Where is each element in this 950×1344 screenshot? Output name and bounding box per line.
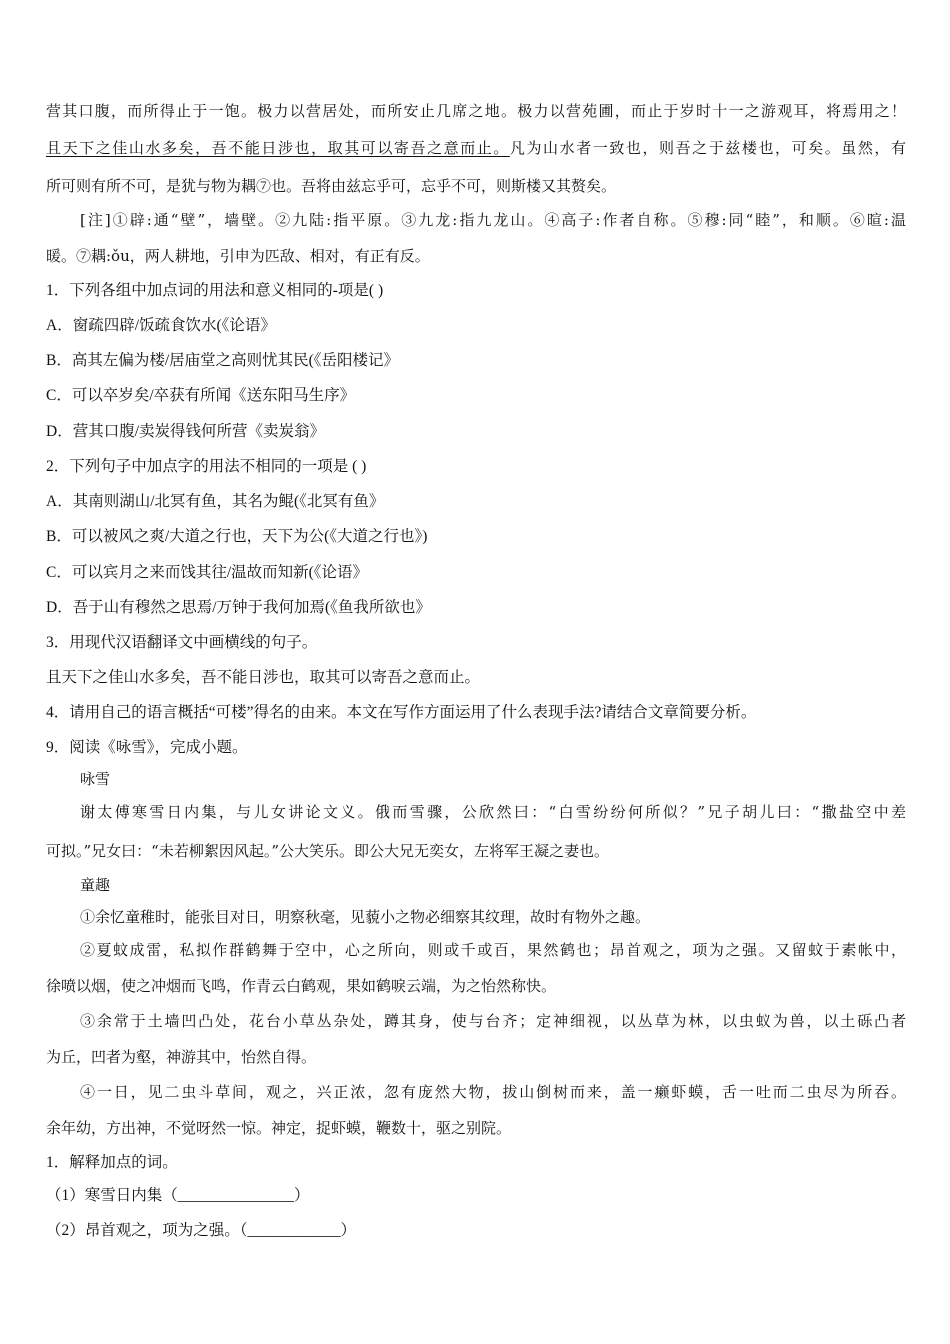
reading-text: ①余忆童稚时，能张目对日，明察秋毫，见藐小之物必细察其纹理，故时有物外之趣。	[80, 908, 651, 926]
question-option: D．吾于山有穆然之思焉/万钟于我何加焉(《鱼我所欲也》	[46, 599, 431, 616]
poem-title: 咏雪	[80, 770, 111, 788]
reading-text: 徐喷以烟，使之冲烟而飞鸣，作青云白鹤观，果如鹤唳云端，为之怡然称快。	[46, 977, 557, 995]
question-stem: 1．下列各组中加点词的用法和意义相同的-项是( )	[46, 282, 384, 299]
underlined-sentence: 且天下之佳山水多矣，吾不能日涉也，取其可以寄吾之意而止。	[46, 139, 510, 157]
reading-text: 余年幼，方出神，不觉呀然一惊。神定，捉虾蟆，鞭数十，驱之别院。	[46, 1119, 512, 1137]
passage-line	[46, 137, 906, 159]
section-heading: 9．阅读《咏雪》，完成小题。	[46, 739, 248, 756]
reading-text: 谢太傅寒雪日内集，与儿女讲论文义。俄而雪骤，公欣然曰：“白雪纷纷何所似？”兄子胡儿曰：“撒盐空中差	[80, 803, 906, 821]
poem-title: 童趣	[80, 876, 111, 894]
reading-text: ③余常于土墙凹凸处，花台小草丛杂处，蹲其身，使与台齐；定神细视，以丛草为林，以虫蚁为兽，以土砾凸者	[80, 1012, 906, 1030]
question-stem: 4．请用自己的语言概括“可楼”得名的由来。本文在写作方面运用了什么表现手法?请结合文章简要分析。	[46, 704, 757, 721]
reading-text: 为丘，凹者为壑，神游其中，怡然自得。	[46, 1048, 317, 1066]
fill-blank-item: （2）昂首观之，项为之强。（____________）	[46, 1222, 357, 1239]
question-stem: 2．下列句子中加点字的用法不相同的一项是 ( )	[46, 458, 367, 475]
passage-line: 营其口腹，而所得止于一饱。极力以营居处，而所安止几席之地。极力以营苑圃，而止于岁时十一之游观耳，将焉用之！	[46, 102, 906, 120]
question-stem: 3．用现代汉语翻译文中画横线的句子。	[46, 634, 318, 651]
question-option: C．可以卒岁矣/卒获有所闻《送东阳马生序》	[46, 387, 356, 404]
question-option: B．可以被风之爽/大道之行也，天下为公(《大道之行也》)	[46, 528, 428, 545]
reading-text: ④一日，见二虫斗草间，观之，兴正浓，忽有庞然大物，拔山倒树而来，盖一癞虾蟆，舌一吐而二虫尽为所吞。	[80, 1083, 906, 1101]
question-option: C．可以宾月之来而饯其往/温故而知新(《论语》	[46, 564, 369, 581]
question-stem: 1．解释加点的词。	[46, 1154, 178, 1171]
question-option: B．高其左偏为楼/居庙堂之高则忧其民(《岳阳楼记》	[46, 352, 400, 369]
question-option: A．窗疏四辟/饭疏食饮水(《论语》	[46, 317, 276, 334]
reading-text: ②夏蚊成雷，私拟作群鹤舞于空中，心之所向，则或千或百，果然鹤也；昂首观之，项为之强。又留蚊于素帐中，	[80, 941, 906, 959]
fill-blank-item: （1）寒雪日内集（_______________）	[46, 1187, 310, 1204]
annotation-note: [注]①辟:通“壁”，墙壁。②九陆:指平原。③九龙:指九龙山。④高子:作者自称。⑤穆:同“睦”，和顺。⑥暄:温	[80, 211, 906, 229]
passage-text: 凡为山水者一致也，则吾之于兹楼也，可矣。虽然，有	[509, 139, 906, 157]
translation-sentence: 且天下之佳山水多矣，吾不能日涉也，取其可以寄吾之意而止。	[46, 669, 481, 686]
annotation-note: 暖。⑦耦:ǒu，两人耕地，引申为匹敌、相对，有正有反。	[46, 247, 430, 265]
passage-line: 所可则有所不可，是犹与物为耦⑦也。吾将由兹忘乎可，忘乎不可，则斯楼又其赘矣。	[46, 177, 617, 195]
question-option: A．其南则湖山/北冥有鱼，其名为鲲(《北冥有鱼》	[46, 493, 385, 510]
question-option: D．营其口腹/卖炭得钱何所营《卖炭翁》	[46, 423, 326, 440]
reading-text: 可拟。”兄女曰：“未若柳絮因风起。”公大笑乐。即公大兄无奕女，左将军王凝之妻也。	[46, 842, 610, 860]
